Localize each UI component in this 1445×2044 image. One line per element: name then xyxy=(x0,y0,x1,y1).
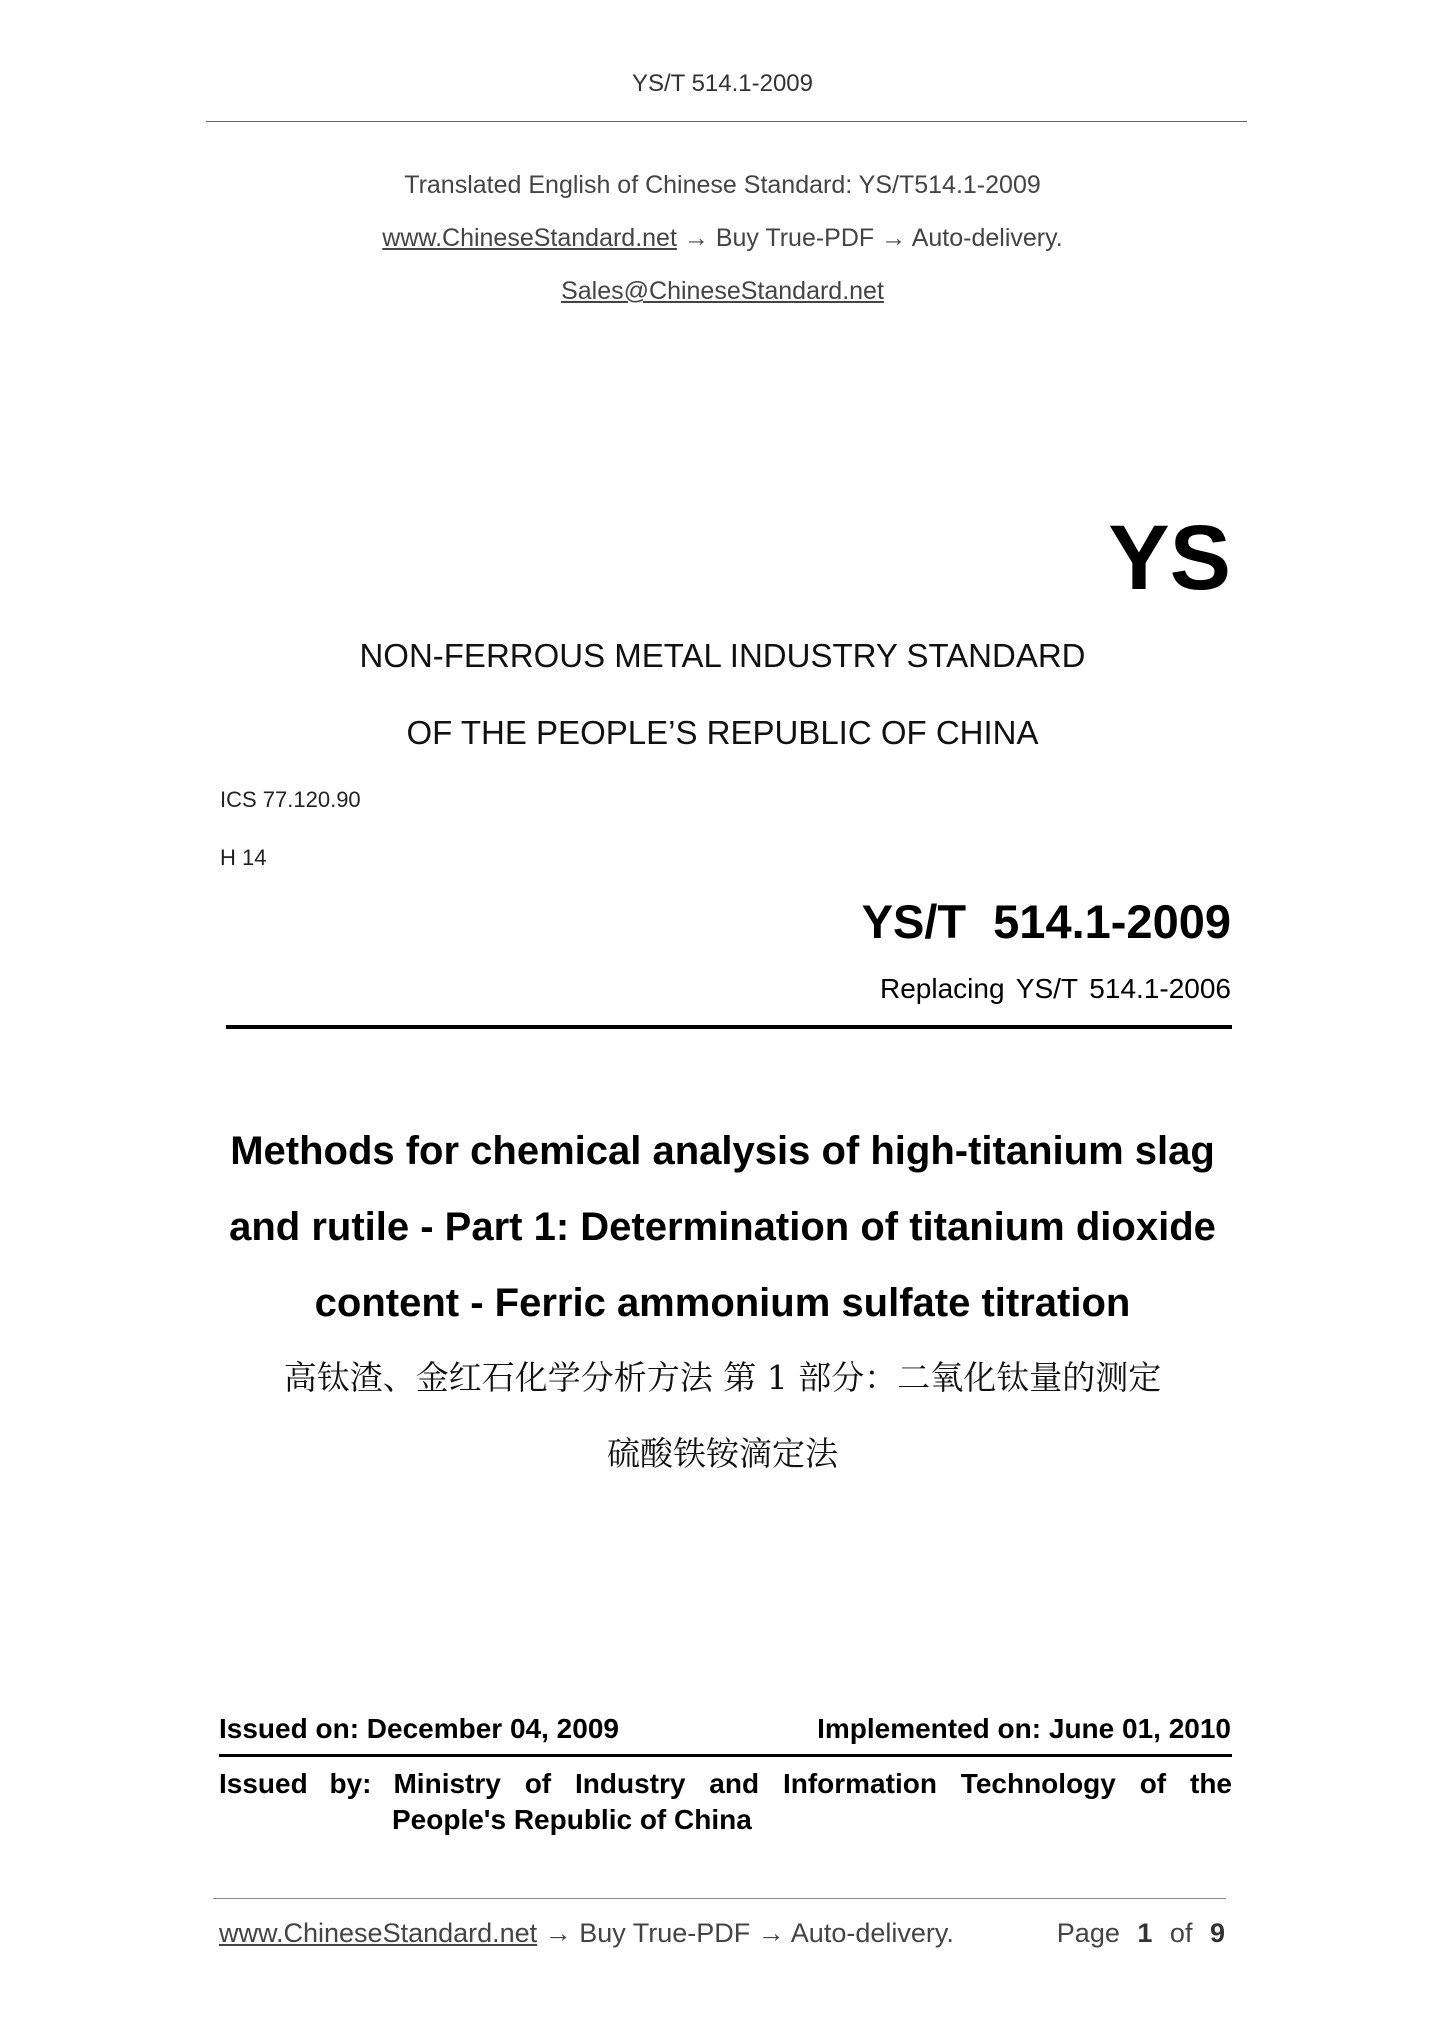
ccs-code: H 14 xyxy=(220,845,267,870)
dates-divider xyxy=(219,1754,1232,1757)
footer-auto-text: Auto-delivery. xyxy=(790,1918,954,1948)
arrow-right-icon: → xyxy=(881,224,907,252)
site-link[interactable]: www.ChineseStandard.net xyxy=(382,224,677,252)
page-number: 1 xyxy=(1137,1918,1153,1948)
translation-notice: Translated English of Chinese Standard: YS/T514.1-2009 xyxy=(404,171,1041,199)
ys-logo: YS xyxy=(1108,507,1231,609)
running-header: YS/T 514.1-2009 xyxy=(631,70,814,97)
issued-date: Issued on: December 04, 2009 xyxy=(219,1713,619,1744)
page-total: 9 xyxy=(1209,1918,1225,1948)
english-title xyxy=(0,1113,1445,1341)
sales-email-link[interactable]: Sales@ChineseStandard.net xyxy=(561,277,884,305)
ics-code: ICS 77.120.90 xyxy=(220,787,361,812)
arrow-right-icon: → xyxy=(683,224,709,252)
standard-code: YS/T 514.1-2009 xyxy=(861,895,1231,948)
banner-purchase-line xyxy=(0,224,1445,253)
issuer-name-line1: Ministry of Industry and Information Technology of the xyxy=(393,1768,1232,1799)
footer-site-link[interactable]: www.ChineseStandard.net xyxy=(219,1918,538,1948)
standard-type-line1: NON-FERROUS METAL INDUSTRY STANDARD xyxy=(359,637,1086,674)
footer-purchase-line xyxy=(219,1918,954,1949)
chinese-title-line-1: 高钛渣、金红石化学分析方法 第 1 部分：二氧化钛量的测定 xyxy=(283,1358,1162,1397)
implemented-date: Implemented on: June 01, 2010 xyxy=(817,1713,1231,1744)
issuer-label: Issued by: xyxy=(219,1768,372,1799)
page-of: of xyxy=(1169,1918,1193,1948)
footer-divider xyxy=(213,1898,1226,1899)
arrow-right-icon: → xyxy=(544,1918,572,1948)
page-label: Page xyxy=(1056,1918,1120,1948)
email-line xyxy=(0,277,1445,306)
title-divider xyxy=(226,1025,1232,1029)
standard-type-line2: OF THE PEOPLE’S REPUBLIC OF CHINA xyxy=(406,714,1039,751)
replacing-note: Replacing YS/T 514.1-2006 xyxy=(880,973,1231,1004)
title-line-2: and rutile - Part 1: Determination of titanium dioxide xyxy=(229,1205,1216,1249)
chinese-title-line-2: 硫酸铁铵滴定法 xyxy=(607,1434,838,1473)
title-line-1: Methods for chemical analysis of high-titanium slag xyxy=(230,1129,1215,1173)
title-line-3: content - Ferric ammonium sulfate titration xyxy=(314,1281,1131,1325)
buy-pdf-text: Buy True-PDF xyxy=(715,224,875,252)
auto-delivery-text: Auto-delivery. xyxy=(911,224,1063,252)
page-indicator xyxy=(1057,1918,1225,1949)
arrow-right-icon: → xyxy=(757,1918,785,1948)
issuer-block xyxy=(219,1768,1232,1836)
issuer-line-1 xyxy=(219,1768,1232,1800)
footer-buy-text: Buy True-PDF xyxy=(579,1918,751,1948)
header-divider xyxy=(206,121,1247,122)
issuer-name-line2: People's Republic of China xyxy=(392,1804,752,1835)
